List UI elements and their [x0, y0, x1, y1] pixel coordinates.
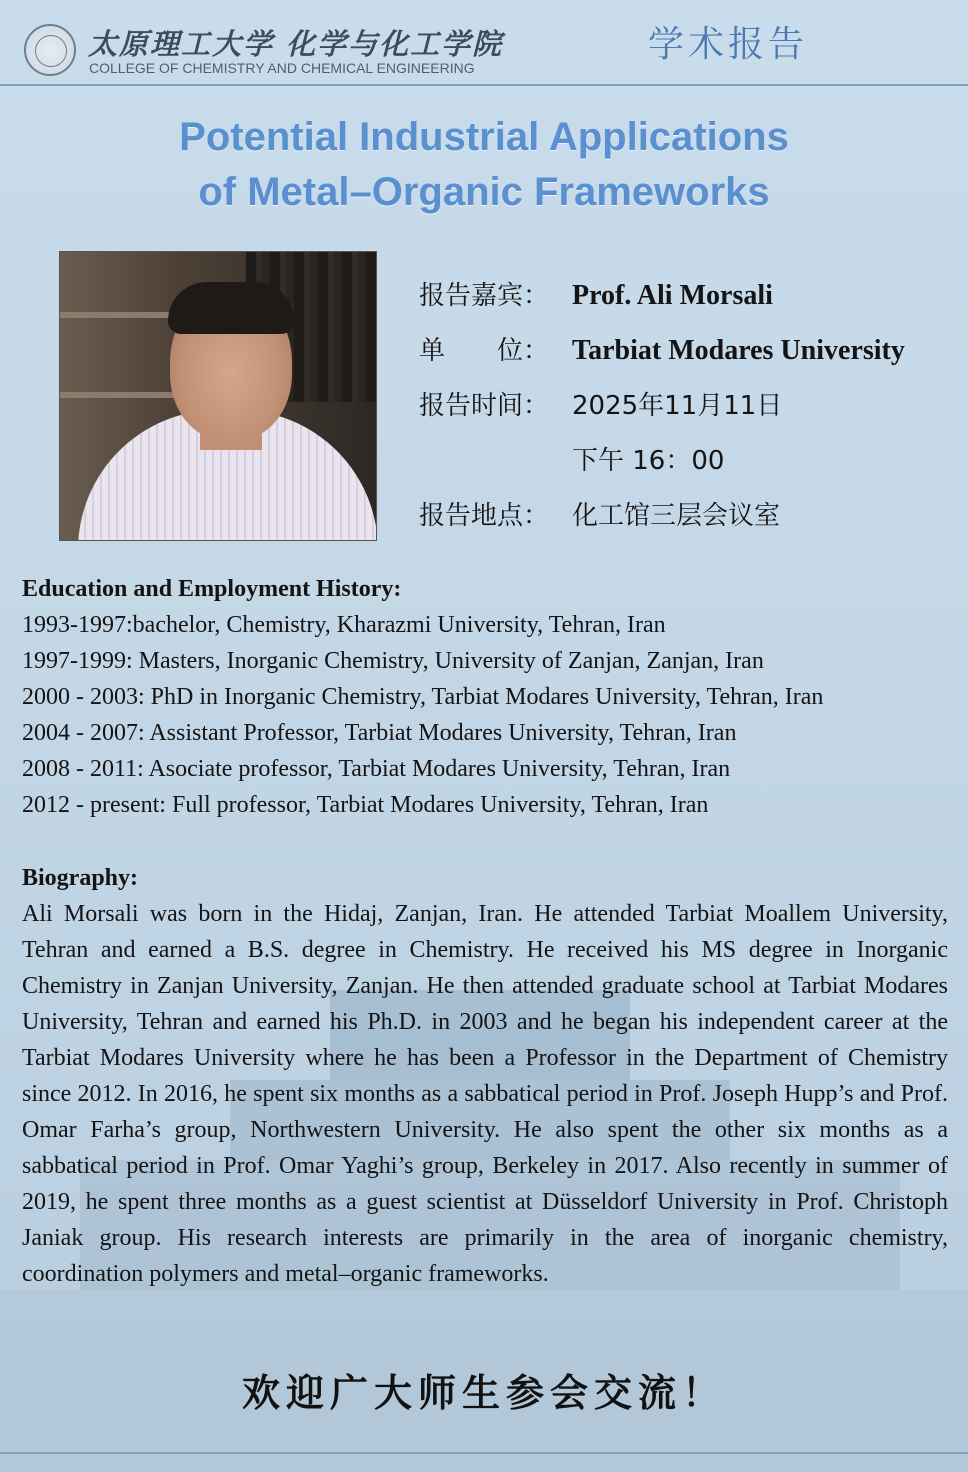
- page-title: [0, 110, 968, 220]
- place-label: 报告地点：: [419, 501, 550, 531]
- time-label: 报告时间：: [419, 391, 550, 421]
- biography-text: Ali Morsali was born in the Hidaj, Zanjan, Iran. He attended Tarbiat Moallem University, Tehran and earned a B.S. degree in Chemistry. He received his MS degree in Inorganic Chemistry in Zanjan University, Zanjan. He then attended graduate school at Tarbiat Modares University, Tehran and earned his Ph.D. in 2003 and he began his independent career at the Tarbiat Modares University where he has been a Professor in the Department of Chemistry since 2012. In 2016, he spent six months as a sabbatical period in Prof. Joseph Hupp’s and Prof. Omar Farha’s group, Northwestern University. He also spent the other six months as a sabbatical period in Prof. Omar Yaghi’s group, Berkeley in 2017. Also recently in summer of 2019, he spent three months as a guest scientist at Düsseldorf University in Prof. Christoph Janiak group. His research interests are primarily in the area of inorganic chemistry, coordination polymers and metal–organic frameworks.: [22, 901, 948, 1287]
- speaker-hair: [168, 282, 294, 334]
- info-time: [419, 378, 905, 433]
- education-item: 2000 - 2003: PhD in Inorganic Chemistry, Tarbiat Modares University, Tehran, Iran: [22, 684, 824, 710]
- shelf-board: [60, 312, 180, 318]
- info-time-2: [419, 433, 905, 488]
- guest-label: 报告嘉宾：: [419, 281, 550, 311]
- education-item: 1993-1997:bachelor, Chemistry, Kharazmi University, Tehran, Iran: [22, 612, 666, 638]
- school-name-en: COLLEGE OF CHEMISTRY AND CHEMICAL ENGINEERING: [89, 60, 475, 76]
- unit-value: Tarbiat Modares University: [572, 335, 905, 366]
- title-line-1: Potential Industrial Applications: [179, 115, 789, 159]
- header-tag: 学术报告: [648, 24, 809, 65]
- unit-label: 单 位：: [419, 336, 550, 366]
- info-place: [419, 488, 905, 543]
- shelf-board: [60, 392, 180, 398]
- place-value: 化工馆三层会议室: [572, 501, 781, 531]
- speaker-photo: [59, 251, 377, 541]
- bottom-divider: [0, 1452, 968, 1454]
- time-value: 2025年11月11日: [572, 391, 783, 421]
- education-item: 1997-1999: Masters, Inorganic Chemistry, University of Zanjan, Zanjan, Iran: [22, 648, 764, 674]
- welcome-message: 欢迎广大师生参会交流！: [241, 1370, 726, 1415]
- biography-heading: Biography:: [22, 865, 139, 891]
- education-heading: Education and Employment History:: [22, 576, 402, 602]
- school-name-cn: 太原理工大学 化学与化工学院: [88, 27, 504, 61]
- info-guest: [419, 268, 905, 323]
- education-item: 2012 - present: Full professor, Tarbiat Modares University, Tehran, Iran: [22, 792, 709, 818]
- biography-section: [22, 860, 948, 1292]
- university-seal-icon: [24, 24, 76, 76]
- header: [0, 0, 968, 86]
- info-unit: [419, 323, 905, 378]
- time-value-2: 下午 16：00: [572, 446, 725, 476]
- guest-value: Prof. Ali Morsali: [572, 280, 773, 311]
- education-item: 2008 - 2011: Asociate professor, Tarbiat Modares University, Tehran, Iran: [22, 756, 731, 782]
- talk-info: [419, 268, 905, 543]
- education-item: 2004 - 2007: Assistant Professor, Tarbiat Modares University, Tehran, Iran: [22, 720, 737, 746]
- title-line-2: of Metal–Organic Frameworks: [198, 170, 770, 214]
- education-section: [22, 571, 948, 823]
